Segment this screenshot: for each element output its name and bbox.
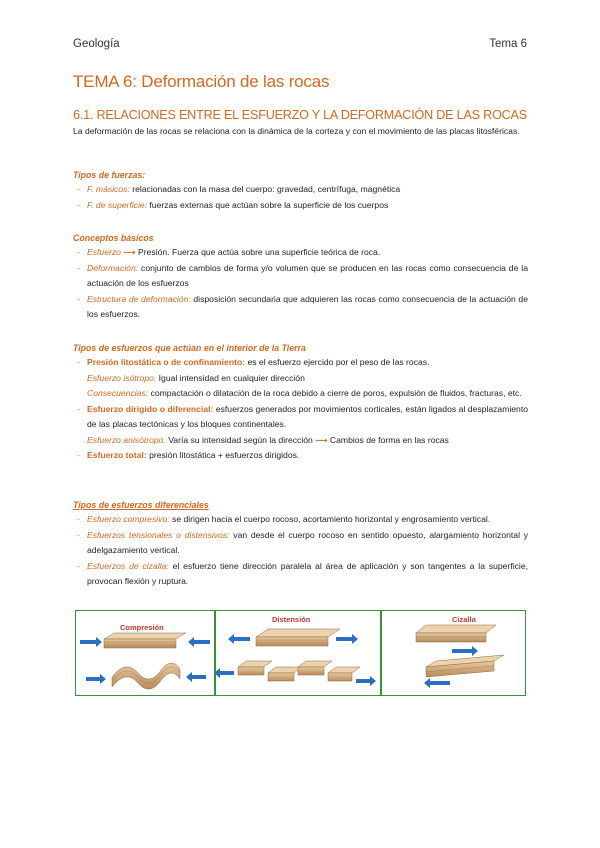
conceptos-heading: Conceptos básicos [73,233,154,243]
list-item: - Presión litostática o de confinamiento: es el esfuerzo ejercido por el peso de las rocas. [77,357,430,367]
fuerzas-section [73,170,528,213]
compresion-label: Compresión [120,623,164,632]
anisotropo-line: Esfuerzo anisótropo. Varía su intensidad según la dirección ⟶ Cambios de forma en las rocas [87,434,449,445]
esfuerzos-tierra-section [73,343,528,464]
list-item: - Esfuerzo total: presión litostática + esfuerzos dirigidos. [77,450,300,460]
list-item: - Deformación: conjunto de cambios de forma y/o volumen que se producen en las rocas como consecuencia de la actuación de los esfuerzos [77,262,528,288]
list-item: - Esfuerzo dirigido o diferencial: esfuerzos generados por movimientos corticales, están ligados al desplazamiento de las placas tectónicas y los bloques continentales. [77,403,529,429]
diferenciales-section [73,500,528,590]
conceptos-section [73,233,528,323]
fuerzas-heading: Tipos de fuerzas: [73,170,146,180]
cizalla-label: Cizalla [452,615,476,624]
diferenciales-heading: Tipos de esfuerzos diferenciales [73,500,209,510]
list-item: - F. de superficie: fuerzas externas que actúan sobre la superficie de los cuerpos [77,199,389,210]
list-item: - Esfuerzos de cizalla: el esfuerzo tiene dirección paralela al área de aplicación y son tangentes a la superficie, provocan flexión y ruptura. [77,560,528,586]
page-title: TEMA 6: Deformación de las rocas [73,72,330,91]
list-item: - Esfuerzos tensionales o distensivos: van desde el cuerpo rocoso en sentido opuesto, alargamiento horizontal y adelgazamiento vertical. [77,529,529,555]
list-item: - Estructura de deformación: disposición secundaria que adquieren las rocas como consecuencia de la actuación de los esfuerzos. [77,293,528,319]
esfuerzos-tierra-heading: Tipos de esfuerzos que actúan en el interior de la Tierra [73,343,306,353]
compresion-figure [75,610,215,696]
list-item: - Esfuerzo compresivo: se dirigen hacia el cuerpo rocoso, acortamiento horizontal y engrosamiento vertical. [77,514,491,524]
section-title: 6.1. RELACIONES ENTRE EL ESFUERZO Y LA DEFORMACIÓN DE LAS ROCAS [73,108,527,122]
isotropo-line: Esfuerzo isótropo. Igual intensidad en cualquier dirección [87,372,305,383]
distension-figure [215,610,381,696]
header-subject: Geología [73,38,120,50]
cizalla-figure [381,610,526,696]
consecuencias-line: Consecuencias: compactación o dilatación de la roca debido a cierre de poros, expulsión de fluidos, fracturas, etc. [87,388,522,398]
list-item: - Esfuerzo ⟶ Presión. Fuerza que actúa sobre una superficie teórica de roca. [77,247,381,257]
list-item: - F. másicos: relacionadas con la masa del cuerpo: gravedad, centrífuga, magnética [77,184,401,194]
page-header [73,38,527,50]
header-topic: Tema 6 [489,38,527,50]
distension-label: Distensión [272,615,311,624]
intro-paragraph: La deformación de las rocas se relaciona con la dinámica de la corteza y con el movimiento de las placas litosféricas. [73,126,520,136]
